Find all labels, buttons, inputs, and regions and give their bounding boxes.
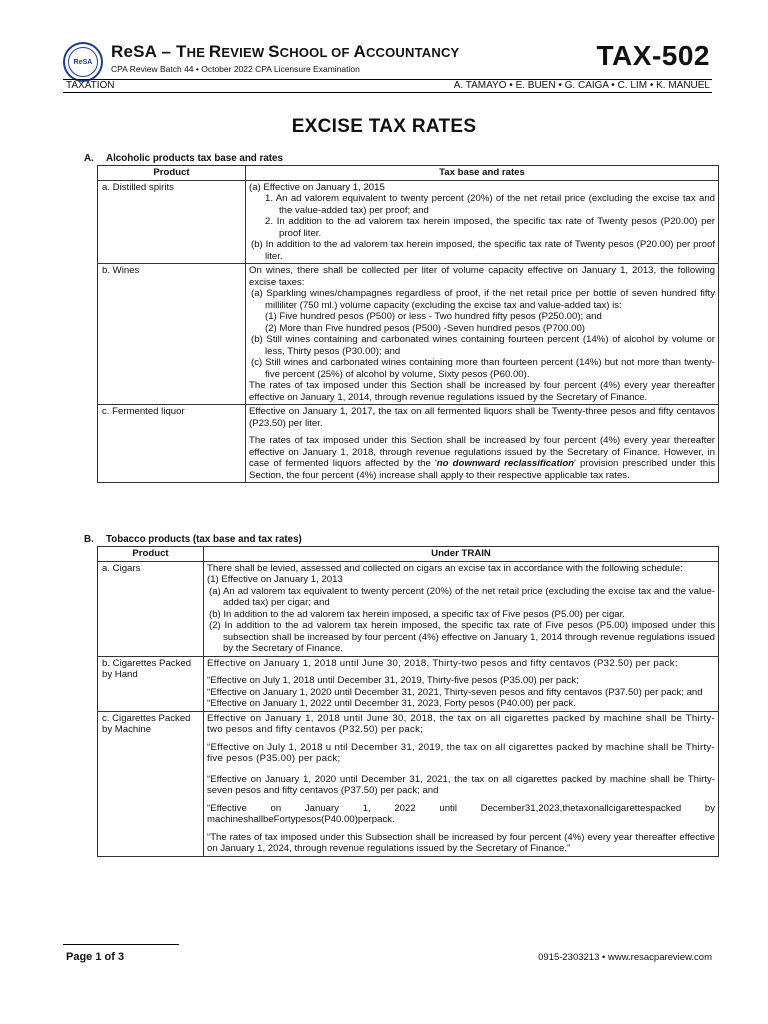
contact-info: 0915-2303213 • www.resacpareview.com [538,952,712,963]
org-name-part: ReSA [111,42,157,61]
logo-seal [68,47,98,77]
rate-text: The rates of tax imposed under this Section shall be increased by four percent (4%) every year thereafter effective on January 1, 2014, through revenue regulations issued by the Secretary of Finance. [249,380,715,403]
rate-text: 2. In addition to the ad valorem tax herein imposed, the specific tax rate of Twenty pesos (P20.00) per proof liter. [265,216,715,239]
section-letter: A. [84,153,94,164]
section-letter: B. [84,534,94,545]
page-title: EXCISE TAX RATES [291,116,477,137]
rate-text: (a) Sparkling wines/champagnes regardless of proof, if the net retail price per bottle of seven hundred fifty milliliter (750 ml.) volume capacity (excluding the excise tax and value-added tax) is: [251,288,715,311]
rate-text: (a) Effective on January 1, 2015 [249,181,385,193]
rates-cell [204,561,719,656]
rate-text: (b) Still wines containing and carbonated wines containing fourteen percent (14%) of alcohol by volume or less, Thirty pesos (P30.00); and [251,334,715,357]
rates-cell [204,656,719,711]
rate-text: “Effective on July 1, 2018 until December 31, 2019, Thirty-five pesos (P35.00) per pack; [207,675,579,686]
product-cell: b. Cigarettes Packed by Hand [98,656,204,711]
rate-text: On wines, there shall be collected per liter of volume capacity effective on January 1, 2013, the following excise taxes: [249,265,715,288]
section-heading-text: Alcoholic products tax base and rates [106,153,283,164]
product-cell: c. Cigarettes Packed by Machine [98,711,204,856]
table-row [98,656,719,711]
rate-text-part: ' provision prescribed under this Section, the four percent (4%) increase shall apply to their respective applicable tax rates. [249,458,715,481]
org-name-part: HE [186,45,209,60]
table-row [98,711,719,856]
rate-text: (a) An ad valorem tax equivalent to twenty percent (20%) of the net retail price (excluding the excise tax and the value-added tax) per cigar; and [209,585,715,608]
rates-cell [246,405,719,483]
section-heading-text: Tobacco products (tax base and tax rates) [106,534,302,545]
rate-text: “Effective on January 1, 2020 until December 31, 2021, Thirty-seven pesos and fifty centavos (P37.50) per pack; and [207,686,703,698]
table-row [98,405,719,483]
org-name-part: S [268,42,280,61]
rate-text: Effective on January 1, 2017, the tax on all fermented liquors shall be Twenty-three pesos and fifty centavos (P23.50) per liter. [249,406,715,429]
org-name-part: CCOUNTANCY [365,45,460,60]
rate-text: (c) Still wines and carbonated wines containing more than fourteen percent (14%) but not more than twenty-five percent (25%) of alcohol by volume, Sixty pesos (P60.00). [251,357,715,380]
org-name-part: – T [156,42,187,61]
rate-text: (b) In addition to the ad valorem tax herein imposed, a specific tax of Five pesos (P5.00) per cigar. [209,608,625,620]
table-header-row [98,547,719,562]
org-name-part: R [208,42,222,61]
authors: A. TAMAYO • E. BUEN • G. CAIGA • C. LIM • K. MANUEL [453,80,710,91]
org-name-part: A [353,42,366,61]
batch-line: CPA Review Batch 44 • October 2022 CPA Licensure Examination [111,64,360,74]
product-cell: a. Cigars [98,561,204,656]
table-row [98,561,719,656]
product-cell: b. Wines [98,264,246,405]
resa-logo [63,42,103,82]
table-row [98,180,719,264]
rate-text-emphasis: no downward reclassification [436,458,575,469]
rate-text: (2) More than Five hundred pesos (P500) -Seven hundred pesos (P700.00) [265,322,585,334]
rates-cell [246,264,719,405]
logo-text: ReSA [73,58,93,66]
column-header: Tax base and rates [246,166,719,181]
rate-text: (2) In addition to the ad valorem tax herein imposed, the specific tax rate of Five pesos (P5.00) imposed under this subsection shall be increased by four percent (4%) effective on January 1, 2014 through revenue regulations issued by the Secretary of Finance. [209,620,715,654]
header-rule [63,92,712,93]
section-a-heading [84,153,283,164]
alcohol-tax-table [97,165,719,483]
section-b-heading [84,534,302,545]
rate-text: (1) Five hundred pesos (P500) or less - Two hundred fifty pesos (P250.00); and [265,311,602,322]
tobacco-tax-table [97,546,719,857]
rate-text: Effective on January 1, 2018 until June 30, 2018, the tax on all cigarettes packed by machine shall be Thirty-two pesos and fifty centavos (P32.50) per pack; [207,712,715,735]
column-header: Under TRAIN [204,547,719,562]
rate-text: “Effective on July 1, 2018 u ntil December 31, 2019, the tax on all cigarettes packed by machine shall be Thirty-five pesos (P35.00) per pack; [207,741,715,764]
product-cell: c. Fermented liquor [98,405,246,483]
subject-label: TAXATION [66,80,115,91]
product-cell: a. Distilled spirits [98,180,246,264]
rate-text: “Effective on January 1, 2022 until December 31, 2023, Forty pesos (P40.00) per pack. [207,698,576,709]
rate-text: “Effective on January 1, 2020 until December 31, 2021, the tax on all cigarettes packed by machine shall be Thirty-seven pesos and fifty centavos (P37.50) per pack; and [207,773,715,796]
footer-rule [63,944,179,945]
rate-text: (1) Effective on January 1, 2013 [207,574,343,585]
org-name-part: EVIEW [221,45,269,60]
table-row [98,264,719,405]
page-number: Page 1 of 3 [66,951,125,963]
rate-text: Effective on January 1, 2018 until June 30, 2018, Thirty-two pesos and fifty centavos (P32.50) per pack; [207,657,678,669]
rates-cell [246,180,719,264]
rate-text: 1. An ad valorem equivalent to twenty percent (20%) of the net retail price (excluding the excise tax and the value-added tax) per proof; and [265,193,715,216]
rate-text: “Effective on January 1, 2022 until December31,2023,thetaxonallcigarettespacked by machineshallbeFortypesos(P40.00)perpack. [207,802,715,825]
document-code: TAX-502 [596,40,710,71]
rate-text [249,435,715,481]
rate-text: (b) In addition to the ad valorem tax herein imposed, the specific tax rate of Twenty pesos (P20.00) per proof liter. [251,239,715,262]
rate-text: There shall be levied, assessed and collected on cigars an excise tax in accordance with the following schedule: [207,562,683,574]
table-header-row [98,166,719,181]
rate-text-part: The rates of tax imposed under this Section shall be increased by four percent (4%) every year thereafter effective on January 1, 2018, through revenue regulations issued by the Secretary of Finance. However, in case of fermented liquors affected by the ' [249,435,715,469]
rates-cell [204,711,719,856]
organization-name [111,42,459,62]
column-header: Product [98,547,204,562]
org-name-part: CHOOL OF [279,45,354,60]
rate-text: “The rates of tax imposed under this Subsection shall be increased by four percent (4%) every year thereafter effective on January 1, 2024, through revenue regulations issued by the Secretary of Finance.” [207,831,715,854]
column-header: Product [98,166,246,181]
